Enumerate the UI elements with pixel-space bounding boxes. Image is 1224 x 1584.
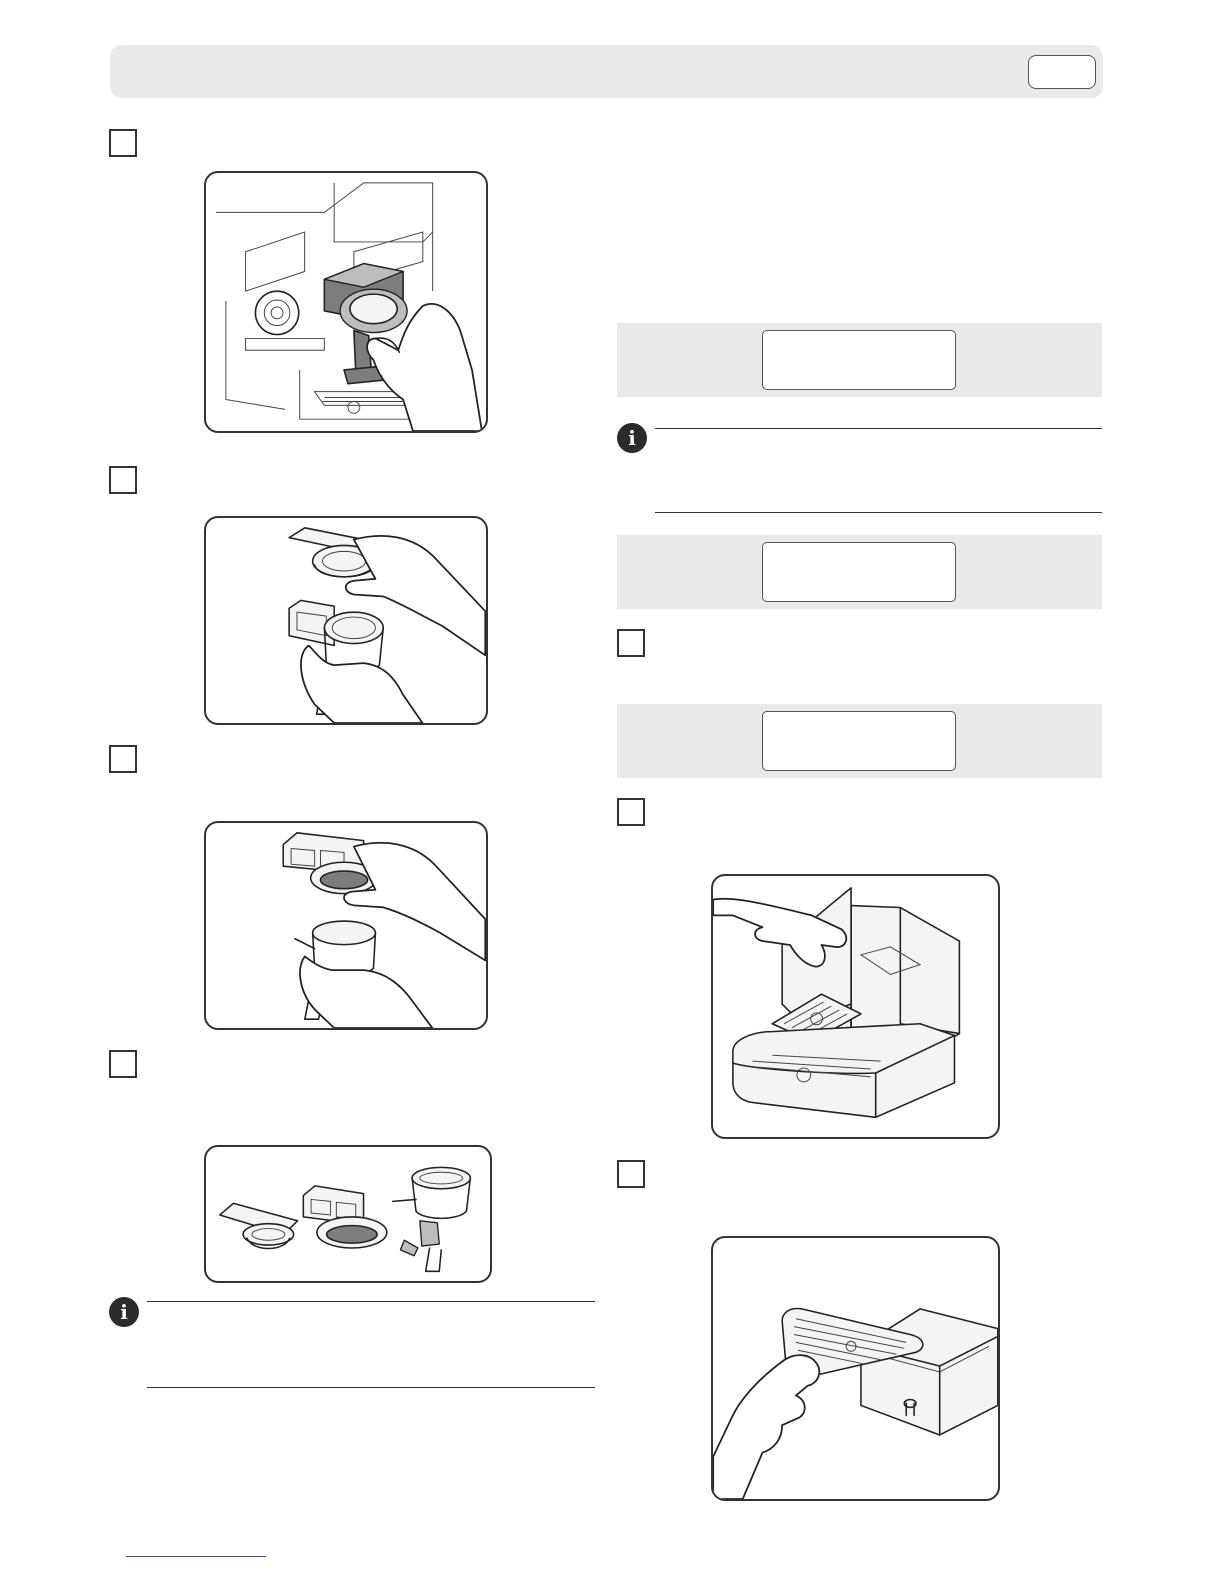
display-screen (762, 542, 956, 602)
note-bottom-rule (147, 1387, 595, 1388)
unit-parts-illustration (204, 1145, 492, 1283)
step-number-box (617, 798, 645, 826)
header-bar (110, 45, 1103, 98)
display-panel (617, 323, 1102, 397)
step-text (160, 746, 590, 802)
drip-tray-removal-illustration (711, 874, 1000, 1139)
intro-text (617, 130, 1102, 310)
note-top-rule (147, 1301, 595, 1302)
unit-separation-illustration (204, 821, 488, 1030)
info-icon: i (109, 1297, 139, 1327)
step-text (160, 130, 590, 158)
step-text (668, 799, 1098, 855)
note-text (668, 440, 1098, 504)
footer-link[interactable] (126, 1556, 266, 1557)
display-panel (617, 535, 1102, 609)
note-text (160, 1312, 590, 1378)
step-number-box (109, 466, 137, 494)
step-number-box (617, 629, 645, 657)
page-number-badge (1028, 55, 1096, 89)
display-panel (617, 704, 1102, 778)
step-number-box (109, 1050, 137, 1078)
coffee-unit-removal-illustration (204, 171, 488, 433)
step-text (160, 1051, 590, 1121)
step-text (668, 1161, 1098, 1217)
step-text (160, 467, 590, 495)
display-screen (762, 711, 956, 771)
note-bottom-rule (655, 512, 1102, 513)
drip-grid-illustration (711, 1236, 1000, 1501)
unit-disassembly-illustration (204, 516, 488, 725)
step-number-box (109, 129, 137, 157)
display-screen (762, 330, 956, 390)
info-icon: i (617, 423, 647, 453)
step-text (668, 630, 1098, 686)
step-number-box (109, 745, 137, 773)
note-top-rule (655, 428, 1102, 429)
step-number-box (617, 1160, 645, 1188)
